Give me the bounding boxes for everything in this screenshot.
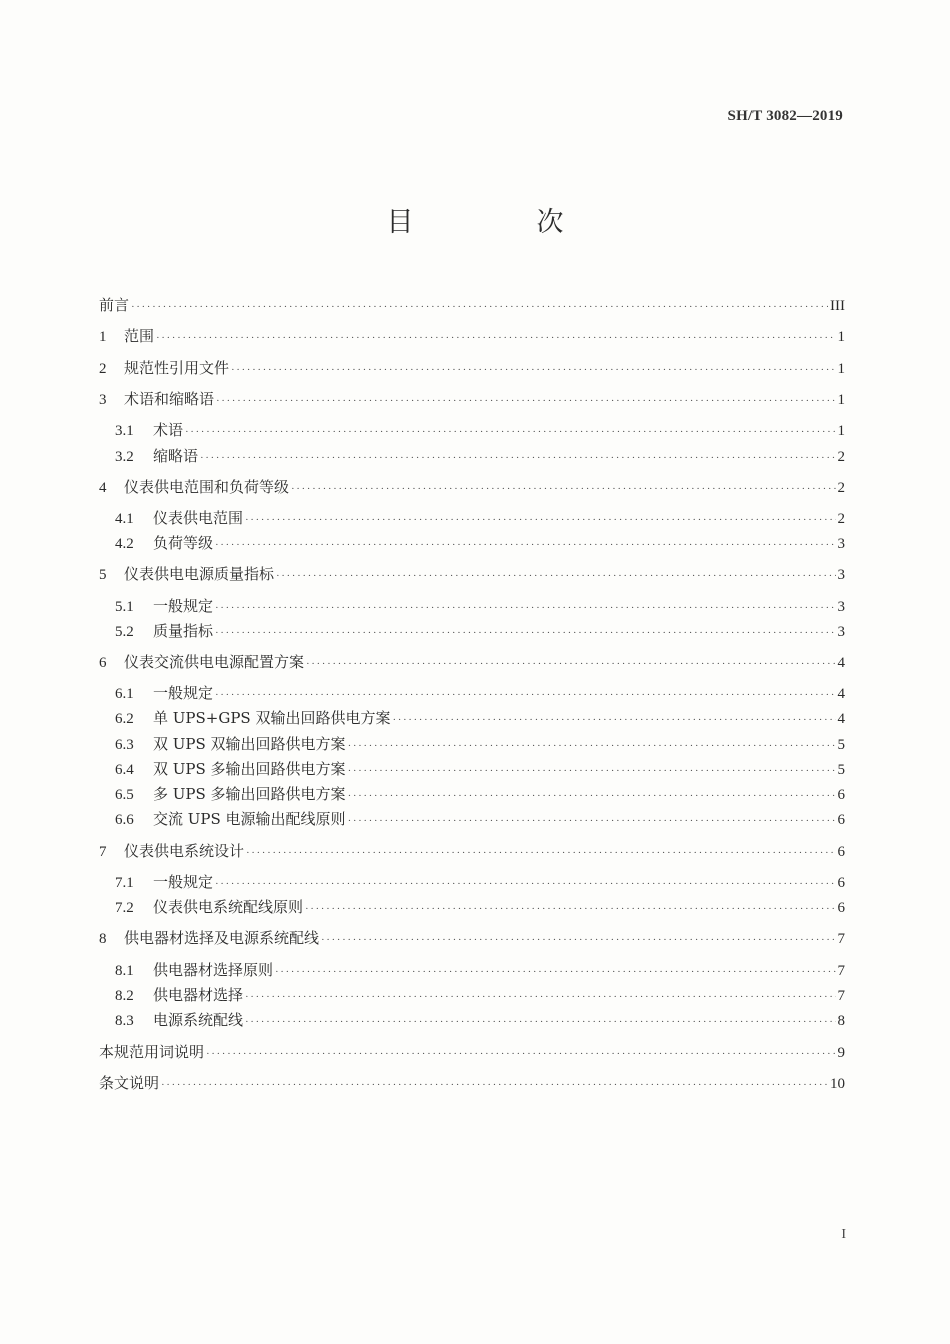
toc-entry-label: 条文说明: [99, 1074, 160, 1092]
toc-entry-page: 7: [837, 931, 845, 947]
toc-entry: [99, 651, 845, 673]
dot-leader: [291, 478, 835, 500]
toc-entry-number: 3: [99, 392, 107, 408]
toc-entry-label: 供电器材选择: [153, 986, 244, 1004]
toc-entry-number: 6.4: [115, 762, 134, 778]
toc-entry-label: 本规范用词说明: [99, 1043, 205, 1061]
dot-leader: [215, 873, 835, 895]
toc-entry-page: 7: [837, 988, 845, 1004]
toc-entry-number: 6.5: [115, 787, 134, 803]
dot-leader: [392, 709, 835, 731]
toc-entry-label: 负荷等级: [153, 534, 214, 552]
toc-entry: [99, 357, 845, 379]
toc-entry: [115, 419, 845, 441]
toc-entry-number: 5.1: [115, 599, 134, 615]
toc-entry: [99, 1041, 845, 1063]
toc-entry-page: 3: [837, 599, 845, 615]
dot-leader: [215, 534, 835, 556]
toc-entry-number: 7.2: [115, 900, 134, 916]
toc-entry-label: 一般规定: [153, 684, 214, 702]
toc-entry: [115, 984, 845, 1006]
toc-entry-label: 仪表供电范围: [153, 509, 244, 527]
toc-entry-page: 6: [837, 787, 845, 803]
toc-entry-number: 4.2: [115, 536, 134, 552]
toc-entry-page: 6: [837, 844, 845, 860]
dot-leader: [275, 961, 835, 983]
toc-entry-label: 术语: [153, 421, 184, 439]
document-code: SH/T 3082—2019: [727, 108, 843, 124]
page-number: I: [841, 1227, 846, 1242]
toc-entry: [99, 1072, 845, 1094]
toc-entry: [115, 783, 845, 805]
toc-entry-label: 缩略语: [153, 447, 199, 465]
toc-entry-number: 8: [99, 931, 107, 947]
toc-entry-number: 6: [99, 655, 107, 671]
toc-entry-label: 仪表交流供电电源配置方案: [124, 653, 305, 671]
toc-entry: [115, 758, 845, 780]
toc-entry-number: 8.2: [115, 988, 134, 1004]
toc-entry-label: 仪表供电电源质量指标: [124, 565, 275, 583]
toc-entry-number: 8.3: [115, 1013, 134, 1029]
toc-entry: [115, 445, 845, 467]
toc-entry-label: 供电器材选择原则: [153, 961, 274, 979]
toc-entry-label: 前言: [99, 296, 130, 314]
dot-leader: [200, 447, 835, 469]
toc-entry-number: 5: [99, 567, 107, 583]
dot-leader: [305, 898, 835, 920]
dot-leader: [321, 929, 835, 951]
toc-entry-label: 一般规定: [153, 873, 214, 891]
toc-entry: [115, 507, 845, 529]
toc-entry: [99, 388, 845, 410]
toc-entry-number: 8.1: [115, 963, 134, 979]
toc-entry-number: 1: [99, 329, 107, 345]
toc-entry-number: 6.1: [115, 686, 134, 702]
toc-entry-page: 2: [837, 511, 845, 527]
toc-entry-label: 交流 UPS 电源输出配线原则: [153, 810, 346, 828]
toc-entry-page: 4: [837, 711, 845, 727]
dot-leader: [245, 509, 835, 531]
toc-entry-page: 2: [837, 480, 845, 496]
toc-entry-label: 术语和缩略语: [124, 390, 215, 408]
toc-entry-number: 4.1: [115, 511, 134, 527]
toc-entry-page: 7: [837, 963, 845, 979]
toc-entry-label: 一般规定: [153, 597, 214, 615]
toc-entry-page: 8: [837, 1013, 845, 1029]
toc-entry-label: 仪表供电系统设计: [124, 842, 245, 860]
toc-entry-number: 2: [99, 361, 107, 377]
toc-entry-number: 5.2: [115, 624, 134, 640]
toc-entry-page: 1: [837, 392, 845, 408]
toc-entry-page: 6: [837, 900, 845, 916]
toc-entry-number: 3.1: [115, 423, 134, 439]
toc-entry-page: III: [830, 298, 845, 314]
dot-leader: [306, 653, 835, 675]
toc-entry-number: 6.6: [115, 812, 134, 828]
toc-entry-label: 多 UPS 多输出回路供电方案: [153, 785, 346, 803]
dot-leader: [348, 735, 836, 757]
dot-leader: [215, 622, 835, 644]
dot-leader: [348, 810, 836, 832]
toc-entry-page: 6: [837, 812, 845, 828]
toc-entry-label: 质量指标: [153, 622, 214, 640]
dot-leader: [348, 785, 836, 807]
toc-entry: [115, 871, 845, 893]
page-title: 目 次: [386, 207, 612, 238]
toc-entry-number: 6.2: [115, 711, 134, 727]
toc-entry-label: 单 UPS+GPS 双输出回路供电方案: [153, 709, 391, 727]
toc-entry-page: 9: [837, 1045, 845, 1061]
dot-leader: [216, 390, 835, 412]
toc-entry-number: 6.3: [115, 737, 134, 753]
dot-leader: [215, 684, 835, 706]
toc-entry: [99, 563, 845, 585]
toc-entry: [115, 959, 845, 981]
toc-entry-label: 范围: [124, 327, 155, 345]
dot-leader: [185, 421, 835, 443]
toc-entry-page: 1: [837, 361, 845, 377]
toc-entry-page: 4: [837, 655, 845, 671]
toc-entry-page: 2: [837, 449, 845, 465]
toc-entry: [115, 595, 845, 617]
toc-entry: [115, 707, 845, 729]
toc-entry-label: 仪表供电范围和负荷等级: [124, 478, 290, 496]
dot-leader: [156, 327, 835, 349]
toc-entry-page: 6: [837, 875, 845, 891]
toc-entry: [99, 294, 845, 316]
dot-leader: [246, 842, 835, 864]
toc-entry-page: 4: [837, 686, 845, 702]
toc-entry-number: 7.1: [115, 875, 134, 891]
toc-entry: [99, 840, 845, 862]
dot-leader: [231, 359, 835, 381]
toc-entry-page: 3: [837, 536, 845, 552]
toc-entry: [115, 896, 845, 918]
toc-entry: [115, 808, 845, 830]
dot-leader: [215, 597, 835, 619]
toc-entry: [115, 532, 845, 554]
toc-entry: [115, 733, 845, 755]
dot-leader: [245, 1011, 835, 1033]
toc-entry-page: 10: [830, 1076, 845, 1092]
toc-entry-number: 7: [99, 844, 107, 860]
toc-entry-label: 双 UPS 多输出回路供电方案: [153, 760, 346, 778]
toc-entry-page: 1: [837, 423, 845, 439]
toc-entry-label: 双 UPS 双输出回路供电方案: [153, 735, 346, 753]
toc-entry-page: 3: [837, 567, 845, 583]
toc-entry: [99, 927, 845, 949]
toc-entry-page: 5: [837, 737, 845, 753]
toc-entry: [115, 1009, 845, 1031]
toc-entry: [115, 682, 845, 704]
dot-leader: [276, 565, 835, 587]
toc-entry-number: 4: [99, 480, 107, 496]
toc-entry: [99, 476, 845, 498]
toc-entry-label: 规范性引用文件: [124, 359, 230, 377]
dot-leader: [206, 1043, 835, 1065]
dot-leader: [161, 1074, 828, 1096]
toc-entry-page: 5: [837, 762, 845, 778]
dot-leader: [245, 986, 835, 1008]
toc-entry-label: 仪表供电系统配线原则: [153, 898, 304, 916]
toc-entry-label: 电源系统配线: [153, 1011, 244, 1029]
toc-entry-page: 1: [837, 329, 845, 345]
toc-entry: [99, 325, 845, 347]
toc-entry-label: 供电器材选择及电源系统配线: [124, 929, 320, 947]
toc-entry-page: 3: [837, 624, 845, 640]
dot-leader: [131, 296, 828, 318]
dot-leader: [348, 760, 836, 782]
toc-entry-number: 3.2: [115, 449, 134, 465]
toc-entry: [115, 620, 845, 642]
